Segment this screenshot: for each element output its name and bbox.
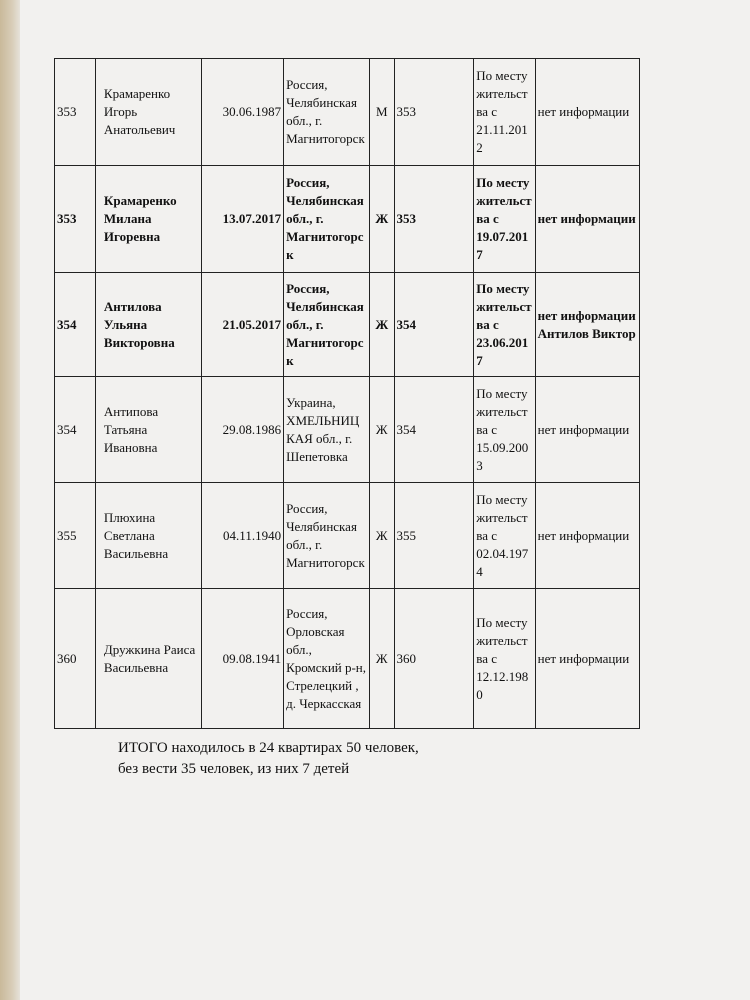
birth-place: Россия, Орловская обл., Кромский р-н, Стрелецкий , д. Черкасская: [284, 589, 370, 729]
birth-date: 30.06.1987: [202, 59, 284, 166]
table-row: [55, 483, 640, 589]
table-row: [55, 377, 640, 483]
apartment-number: 360: [394, 589, 474, 729]
registration: По месту жительства с 19.07.2017: [474, 166, 535, 273]
row-number: 354: [55, 273, 96, 377]
residents-table: [54, 58, 640, 729]
apartment-number: 354: [394, 377, 474, 483]
table-row: [55, 589, 640, 729]
birth-place: Россия, Челябинская обл., г. Магнитогорск: [284, 273, 370, 377]
registration: По месту жительства с 15.09.2003: [474, 377, 535, 483]
sex: Ж: [369, 589, 394, 729]
row-number: 354: [55, 377, 96, 483]
birth-place: Россия, Челябинская обл., г. Магнитогорск: [284, 59, 370, 166]
person-name: Антипова Татьяна Ивановна: [95, 377, 201, 483]
table-row: [55, 273, 640, 377]
row-number: 355: [55, 483, 96, 589]
apartment-number: 354: [394, 273, 474, 377]
summary-text: [118, 738, 419, 780]
birth-date: 21.05.2017: [202, 273, 284, 377]
birth-place: Россия, Челябинская обл., г. Магнитогорск: [284, 166, 370, 273]
registration: По месту жительства с 02.04.1974: [474, 483, 535, 589]
sex: М: [369, 59, 394, 166]
info: нет информации: [535, 166, 639, 273]
sex: Ж: [369, 483, 394, 589]
person-name: Крамаренко Игорь Анатольевич: [95, 59, 201, 166]
info: нет информации: [535, 483, 639, 589]
summary-line-2: без вести 35 человек, из них 7 детей: [118, 761, 350, 777]
row-number: 353: [55, 59, 96, 166]
sex: Ж: [369, 166, 394, 273]
info: нет информации: [535, 377, 639, 483]
sex: Ж: [369, 377, 394, 483]
apartment-number: 353: [394, 166, 474, 273]
person-name: Плюхина Светлана Васильевна: [95, 483, 201, 589]
birth-date: 29.08.1986: [202, 377, 284, 483]
info: нет информации Антилов Виктор: [535, 273, 639, 377]
birth-date: 09.08.1941: [202, 589, 284, 729]
person-name: Антилова Ульяна Викторовна: [95, 273, 201, 377]
row-number: 360: [55, 589, 96, 729]
summary-line-1: ИТОГО находилось в 24 квартирах 50 человек,: [118, 740, 419, 756]
table-row: [55, 59, 640, 166]
apartment-number: 353: [394, 59, 474, 166]
info: нет информации: [535, 589, 639, 729]
sex: Ж: [369, 273, 394, 377]
person-name: Дружкина Раиса Васильевна: [95, 589, 201, 729]
row-number: 353: [55, 166, 96, 273]
table-row: [55, 166, 640, 273]
registration: По месту жительства с 21.11.2012: [474, 59, 535, 166]
birth-date: 04.11.1940: [202, 483, 284, 589]
person-name: Крамаренко Милана Игоревна: [95, 166, 201, 273]
apartment-number: 355: [394, 483, 474, 589]
registration: По месту жительства с 23.06.2017: [474, 273, 535, 377]
birth-date: 13.07.2017: [202, 166, 284, 273]
birth-place: Украина, ХМЕЛЬНИЦКАЯ обл., г. Шепетовка: [284, 377, 370, 483]
registration: По месту жительства с 12.12.1980: [474, 589, 535, 729]
info: нет информации: [535, 59, 639, 166]
birth-place: Россия, Челябинская обл., г. Магнитогорск: [284, 483, 370, 589]
